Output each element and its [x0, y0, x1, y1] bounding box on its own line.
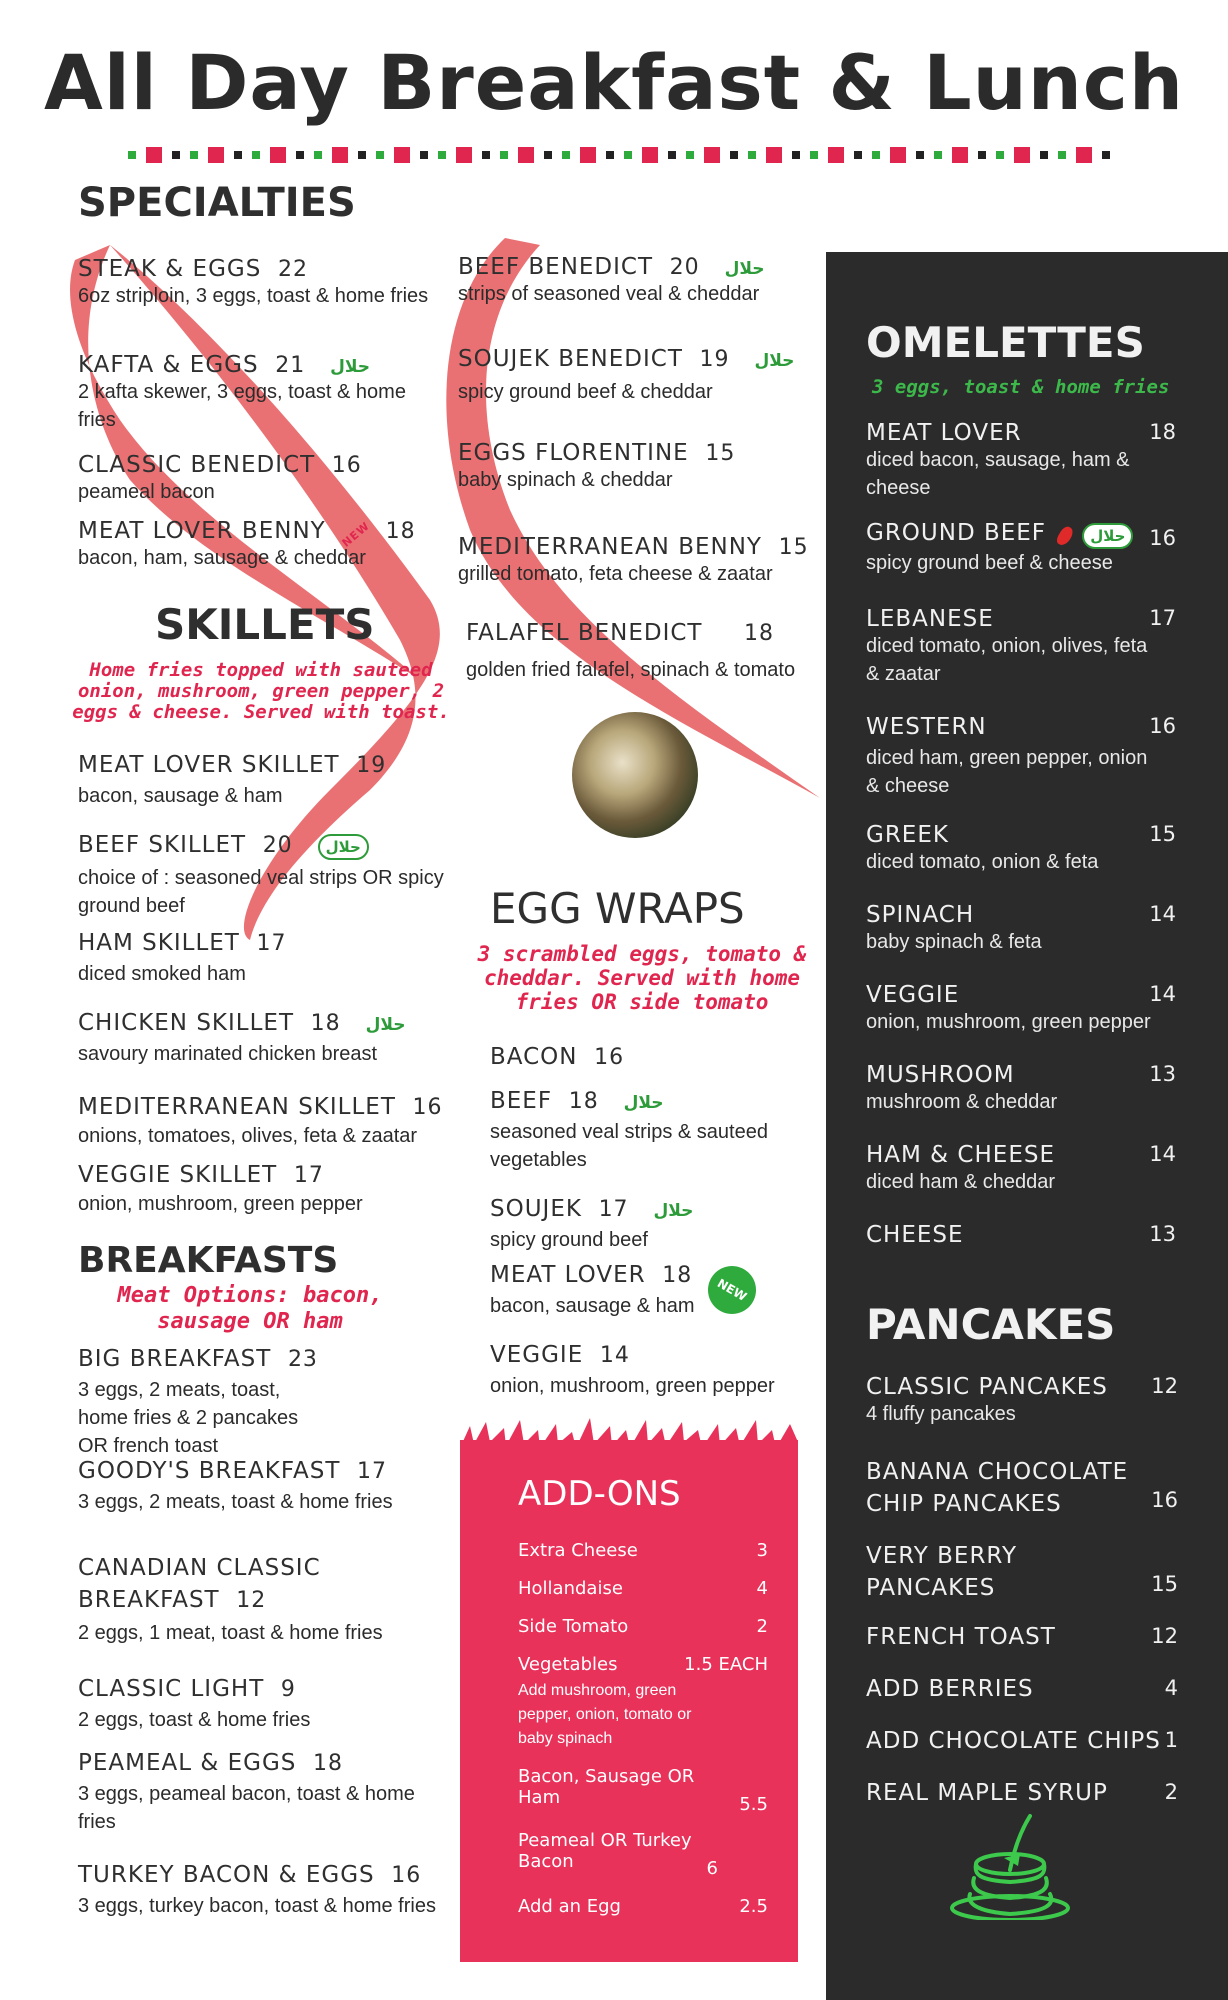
addon-item: [518, 1540, 768, 1561]
menu-item: [78, 832, 448, 920]
item-price: 17: [256, 931, 287, 956]
item-price: 12: [1151, 1374, 1178, 1398]
divider-dot: [296, 151, 304, 159]
divider-dot: [606, 151, 614, 159]
section-heading-egg-wraps: EGG WRAPS: [490, 884, 745, 933]
section-heading-specialties: SPECIALTIES: [78, 180, 356, 226]
menu-item: [866, 1456, 1178, 1520]
item-price: 16: [594, 1045, 625, 1070]
breakfasts-note: Meat Options: bacon, sausage OR ham: [117, 1283, 383, 1334]
egg-wraps-note: 3 scrambled eggs, tomato & cheddar. Served with home fries OR side tomato: [477, 942, 807, 1014]
addon-price: 4: [756, 1578, 768, 1599]
item-price: 14: [1149, 902, 1176, 926]
menu-item: [78, 352, 448, 434]
item-price: 12: [1151, 1624, 1178, 1648]
item-name: WESTERN: [866, 714, 987, 740]
item-name: FALAFEL BENEDICT: [466, 620, 703, 646]
item-price: 18: [385, 519, 416, 544]
item-description: 2 eggs, toast & home fries: [78, 1709, 311, 1731]
item-name: GROUND BEEF: [866, 520, 1047, 546]
item-name: HAM & CHEESE: [866, 1142, 1055, 1168]
item-name: EGGS FLORENTINE: [458, 440, 689, 466]
item-name: CLASSIC BENEDICT: [78, 452, 316, 478]
item-description: bacon, sausage & ham: [78, 785, 283, 807]
chili-icon: [1055, 524, 1075, 547]
item-description: onions, tomatoes, olives, feta & zaatar: [78, 1125, 418, 1147]
item-description: 3 eggs, turkey bacon, toast & home fries: [78, 1895, 436, 1917]
item-price: 13: [1149, 1222, 1176, 1246]
item-name: MUSHROOM: [866, 1062, 1015, 1088]
menu-item: [78, 1676, 310, 1734]
item-name: VEGGIE SKILLET: [78, 1162, 278, 1188]
divider-dot: [828, 147, 844, 163]
section-heading-breakfasts: BREAKFASTS: [78, 1240, 339, 1281]
menu-item: [866, 1728, 1178, 1754]
menu-item: [866, 822, 1176, 876]
menu-item: [78, 1552, 383, 1647]
divider-dot: [668, 151, 676, 159]
item-description: golden fried falafel, spinach & tomato: [466, 659, 796, 681]
item-price: 17: [598, 1197, 629, 1222]
item-price: 15: [1151, 1572, 1178, 1596]
divider-dot: [792, 151, 800, 159]
item-price: 18: [1149, 420, 1176, 444]
divider-dot: [172, 151, 180, 159]
item-price: 18: [568, 1089, 599, 1114]
divider-dot: [580, 147, 596, 163]
item-description: 2 kafta skewer, 3 eggs, toast & home fries: [78, 381, 406, 431]
item-description: 4 fluffy pancakes: [866, 1403, 1016, 1425]
item-price: 15: [778, 535, 809, 560]
item-name: CANADIAN CLASSIC BREAKFAST: [78, 1555, 321, 1613]
halal-icon: حلال: [653, 1201, 694, 1221]
addon-price: 1.5 EACH: [684, 1654, 768, 1675]
menu-item: [866, 1540, 1178, 1604]
menu-item: [866, 902, 1176, 956]
item-description: bacon, sausage & ham: [490, 1295, 695, 1317]
item-price: 16: [412, 1095, 443, 1120]
menu-item: [458, 440, 818, 494]
item-price: 15: [1149, 822, 1176, 846]
divider-dot: [252, 151, 260, 159]
divider-dot: [916, 151, 924, 159]
item-name: KAFTA & EGGS: [78, 352, 259, 378]
divider-dot: [146, 147, 162, 163]
item-description: baby spinach & cheddar: [458, 469, 673, 491]
divider-dot: [1014, 147, 1030, 163]
menu-item: [78, 256, 448, 310]
item-name: CLASSIC PANCAKES: [866, 1374, 1108, 1400]
addon-price: 6: [706, 1858, 718, 1879]
addon-price: 5.5: [739, 1794, 768, 1815]
divider-dot: [1058, 151, 1066, 159]
menu-item: [866, 420, 1176, 502]
divider-dot: [872, 151, 880, 159]
item-name: CLASSIC LIGHT: [78, 1676, 265, 1702]
item-description: baby spinach & feta: [866, 931, 1042, 953]
halal-icon: حلال: [318, 834, 369, 860]
divider-dot: [128, 151, 136, 159]
item-name: BEEF: [490, 1088, 553, 1114]
divider-dot: [934, 151, 942, 159]
item-description: spicy ground beef & cheese: [866, 551, 1113, 574]
item-price: 16: [1151, 1488, 1178, 1512]
menu-item: [466, 620, 818, 684]
divider-dot: [748, 151, 756, 159]
item-price: 20: [669, 255, 700, 280]
menu-item: [458, 346, 818, 406]
item-price: 17: [293, 1163, 324, 1188]
item-description: mushroom & cheddar: [866, 1091, 1058, 1113]
item-price: 20: [262, 833, 293, 858]
addon-price: 2: [756, 1616, 768, 1637]
item-description: spicy ground beef & cheddar: [458, 381, 713, 403]
divider-dot: [704, 147, 720, 163]
addon-item: [518, 1616, 768, 1637]
item-price: 16: [331, 453, 362, 478]
addon-name: Side Tomato: [518, 1616, 629, 1637]
item-description: 6oz striploin, 3 eggs, toast & home fries: [78, 285, 429, 307]
item-price: 16: [391, 1863, 422, 1888]
item-name: MEAT LOVER SKILLET: [78, 752, 340, 778]
divider-dot: [952, 147, 968, 163]
menu-item: [866, 1062, 1176, 1116]
divider-dot: [730, 151, 738, 159]
divider-dot: [190, 151, 198, 159]
halal-icon: حلال: [365, 1015, 406, 1035]
food-photo: [572, 712, 698, 838]
menu-item: [866, 1222, 1176, 1248]
divider-dot: [562, 151, 570, 159]
divider-dot: [890, 147, 906, 163]
item-price: 2: [1164, 1780, 1178, 1804]
item-price: 16: [1149, 526, 1176, 550]
divider-dot: [544, 151, 552, 159]
item-price: 9: [280, 1677, 296, 1702]
menu-item: [490, 1044, 624, 1070]
divider-dot: [978, 151, 986, 159]
item-description: 3 eggs, peameal bacon, toast & home fries: [78, 1783, 415, 1833]
item-price: 15: [705, 441, 736, 466]
item-name: VEGGIE: [866, 982, 960, 1008]
item-name: HAM SKILLET: [78, 930, 240, 956]
item-price: 23: [287, 1347, 318, 1372]
item-description: savoury marinated chicken breast: [78, 1043, 378, 1065]
item-description: strips of seasoned veal & cheddar: [458, 283, 760, 305]
addon-item: [518, 1896, 768, 1917]
divider-dot: [642, 147, 658, 163]
item-name: MEDITERRANEAN SKILLET: [78, 1094, 396, 1120]
section-heading-pancakes: PANCAKES: [866, 1300, 1116, 1349]
item-description: diced ham & cheddar: [866, 1171, 1056, 1193]
addon-item: [518, 1654, 768, 1751]
menu-item: [78, 752, 386, 810]
menu-item: [866, 520, 1176, 577]
menu-item: [866, 982, 1176, 1036]
divider-dot: [1102, 151, 1110, 159]
item-description: 3 eggs, 2 meats, toast, home fries & 2 pancakes OR french toast: [78, 1379, 299, 1457]
divider-dot: [854, 151, 862, 159]
item-price: 16: [1149, 714, 1176, 738]
item-description: 2 eggs, 1 meat, toast & home fries: [78, 1622, 383, 1644]
skillets-note: Home fries topped with sauteed onion, mushroom, green pepper, 2 eggs & cheese. Served with toast.: [72, 659, 450, 723]
halal-icon: حلال: [754, 351, 795, 371]
item-price: 18: [313, 1751, 344, 1776]
item-name: GOODY'S BREAKFAST: [78, 1458, 341, 1484]
divider-dot: [624, 151, 632, 159]
menu-item: [866, 1624, 1178, 1650]
menu-item: [78, 1750, 448, 1836]
menu-item: [866, 606, 1176, 688]
menu-item: [866, 1374, 1178, 1428]
item-name: ADD CHOCOLATE CHIPS: [866, 1728, 1161, 1754]
divider-dot: [234, 151, 242, 159]
item-name: PEAMEAL & EGGS: [78, 1750, 297, 1776]
new-icon: NEW: [699, 1257, 765, 1323]
item-name: GREEK: [866, 822, 949, 848]
item-price: 1: [1164, 1728, 1178, 1752]
item-price: 19: [699, 347, 730, 372]
divider-dot: [208, 147, 224, 163]
divider-dot: [420, 151, 428, 159]
item-name: SOUJEK: [490, 1196, 582, 1222]
menu-item: [490, 1088, 810, 1174]
menu-item: [490, 1342, 810, 1400]
menu-item: [490, 1262, 810, 1320]
divider-dot: [500, 151, 508, 159]
addon-description: Add mushroom, green pepper, onion, tomato or baby spinach: [518, 1682, 692, 1747]
item-name: VERY BERRY PANCAKES: [866, 1543, 1017, 1601]
item-price: 14: [1149, 982, 1176, 1006]
item-description: onion, mushroom, green pepper: [78, 1193, 363, 1215]
new-icon: NEW: [339, 519, 373, 550]
item-name: REAL MAPLE SYRUP: [866, 1780, 1108, 1806]
section-heading-addons: ADD-ONS: [518, 1474, 681, 1514]
item-description: choice of : seasoned veal strips OR spicy ground beef: [78, 867, 444, 917]
divider-dot: [482, 151, 490, 159]
divider-dot: [314, 151, 322, 159]
addon-name: Vegetables: [518, 1654, 618, 1675]
item-price: 21: [275, 353, 306, 378]
item-name: MEAT LOVER BENNY: [78, 518, 326, 544]
addon-price: 2.5: [739, 1896, 768, 1917]
item-name: BEEF SKILLET: [78, 832, 247, 858]
menu-item: [78, 452, 448, 506]
item-description: seasoned veal strips & sauteed vegetables: [490, 1121, 768, 1171]
halal-icon: حلال: [623, 1093, 664, 1113]
item-name: SPINACH: [866, 902, 975, 928]
item-price: 22: [277, 257, 308, 282]
menu-item: [78, 1458, 393, 1516]
divider-dot: [456, 147, 472, 163]
menu-item: [866, 714, 1176, 800]
item-name: SOUJEK BENEDICT: [458, 346, 683, 372]
item-description: bacon, ham, sausage & cheddar: [78, 547, 366, 569]
item-description: diced tomato, onion & feta: [866, 851, 1099, 873]
section-heading-omelettes: OMELETTES: [866, 318, 1145, 367]
divider-dot: [270, 147, 286, 163]
halal-icon: حلال: [330, 357, 371, 377]
item-name: CHICKEN SKILLET: [78, 1010, 295, 1036]
menu-item: [866, 1780, 1178, 1806]
item-name: STEAK & EGGS: [78, 256, 262, 282]
item-description: grilled tomato, feta cheese & zaatar: [458, 563, 773, 585]
item-price: 18: [310, 1011, 341, 1036]
omelettes-note: 3 eggs, toast & home fries: [872, 376, 1170, 398]
divider-dot: [766, 147, 782, 163]
item-price: 14: [599, 1343, 630, 1368]
menu-item: [458, 534, 818, 588]
divider-dot: [518, 147, 534, 163]
item-description: diced bacon, sausage, ham & cheese: [866, 449, 1130, 499]
menu-item: [78, 1862, 458, 1920]
addon-name: Add an Egg: [518, 1896, 621, 1917]
divider-dot: [358, 151, 366, 159]
item-description: spicy ground beef: [490, 1229, 648, 1251]
item-price: 4: [1164, 1676, 1178, 1700]
item-name: CHEESE: [866, 1222, 964, 1248]
menu-item: [78, 930, 286, 988]
addon-price: 3: [756, 1540, 768, 1561]
item-description: peameal bacon: [78, 481, 215, 503]
item-description: diced tomato, onion, olives, feta & zaatar: [866, 635, 1148, 685]
menu-item: [78, 1346, 458, 1460]
addon-name: Extra Cheese: [518, 1540, 638, 1561]
menu-title: All Day Breakfast & Lunch: [43, 38, 1185, 127]
item-price: 14: [1149, 1142, 1176, 1166]
menu-item: [78, 1162, 363, 1218]
addon-item: [518, 1766, 768, 1815]
pancake-stack-icon: [948, 1810, 1078, 1920]
item-name: MEDITERRANEAN BENNY: [458, 534, 762, 560]
item-price: 17: [357, 1459, 387, 1484]
menu-item: [866, 1676, 1178, 1702]
item-description: onion, mushroom, green pepper: [866, 1011, 1151, 1033]
addon-name: Peameal OR Turkey Bacon: [518, 1830, 692, 1872]
item-description: onion, mushroom, green pepper: [490, 1375, 775, 1397]
item-price: 18: [744, 621, 775, 646]
item-name: BIG BREAKFAST: [78, 1346, 272, 1372]
divider-dot: [376, 151, 384, 159]
divider-dot: [1040, 151, 1048, 159]
halal-icon: حلال: [1082, 523, 1133, 549]
item-name: ADD BERRIES: [866, 1676, 1034, 1702]
divider-dot: [394, 147, 410, 163]
halal-icon: حلال: [724, 259, 765, 279]
item-price: 13: [1149, 1062, 1176, 1086]
addon-item: [518, 1830, 768, 1879]
item-name: MEAT LOVER: [490, 1262, 646, 1288]
divider-dot: [1076, 147, 1092, 163]
item-description: diced ham, green pepper, onion & cheese: [866, 747, 1148, 797]
menu-item: [866, 1142, 1176, 1196]
menu-item: [78, 518, 448, 572]
item-name: BEEF BENEDICT: [458, 254, 654, 280]
divider-dot: [810, 151, 818, 159]
item-name: FRENCH TOAST: [866, 1624, 1056, 1650]
item-name: BANANA CHOCOLATE CHIP PANCAKES: [866, 1459, 1129, 1517]
menu-item: [78, 1094, 468, 1150]
item-description: 3 eggs, 2 meats, toast & home fries: [78, 1491, 393, 1513]
menu-item: [490, 1196, 693, 1254]
section-heading-skillets: SKILLETS: [155, 600, 375, 649]
item-price: 19: [356, 753, 387, 778]
addon-item: [518, 1578, 768, 1599]
item-price: 12: [236, 1588, 267, 1613]
item-price: 18: [662, 1263, 693, 1288]
divider-dot: [438, 151, 446, 159]
divider-dot: [996, 151, 1004, 159]
item-name: MEAT LOVER: [866, 420, 1022, 446]
addon-name: Hollandaise: [518, 1578, 623, 1599]
item-price: 17: [1149, 606, 1176, 630]
menu-item: [78, 1010, 406, 1068]
item-name: TURKEY BACON & EGGS: [78, 1862, 375, 1888]
addons-panel: [460, 1440, 798, 1962]
decorative-divider: [128, 144, 1118, 166]
addon-name: Bacon, Sausage OR Ham: [518, 1766, 695, 1808]
divider-dot: [332, 147, 348, 163]
item-name: BACON: [490, 1044, 578, 1070]
item-description: diced smoked ham: [78, 963, 246, 985]
item-name: LEBANESE: [866, 606, 994, 632]
menu-item: [458, 254, 818, 308]
item-name: VEGGIE: [490, 1342, 584, 1368]
divider-dot: [686, 151, 694, 159]
